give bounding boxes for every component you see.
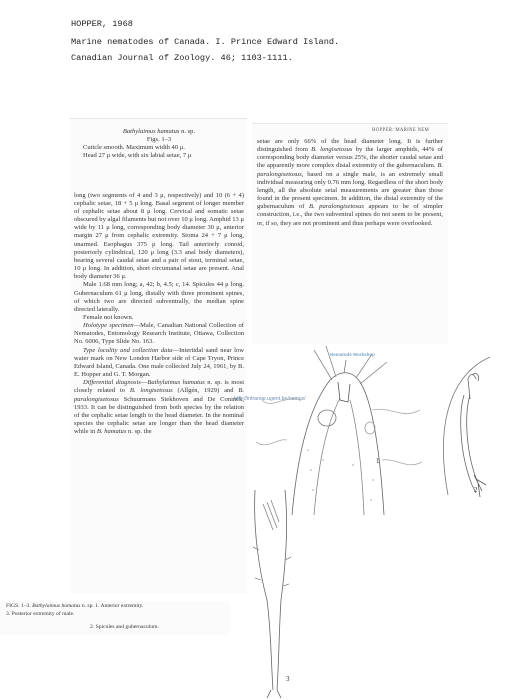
diagnosis-species-2: B. longisetosus (129, 387, 173, 395)
holotype-label: Holotype specimen (83, 322, 134, 330)
caption-line-2: 3. Posterior extremity of male. (6, 611, 75, 617)
citation-journal: Canadian Journal of Zoology. 46; 1103-1111. (71, 53, 293, 63)
right-species-2: B. paralongisetosus (257, 162, 443, 178)
type-locality-label: Type locality and collection data (83, 346, 173, 354)
holotype-text: —Male, Canadian National Collection of Nematodes, Entomology Research Institute, Ottawa, Collection No. 6006, Type Slide No. 163. (74, 322, 244, 346)
caption-fig1: n. sp. 1. Anterior extremity. (80, 603, 144, 609)
diagnosis-label: Differential diagnosis (83, 379, 141, 387)
citation-title: Marine nematodes of Canada. I. Prince Edward Island. (71, 37, 340, 47)
caption-species: Bathylaimus hamatus (32, 603, 81, 609)
paragraph-head: Head 27 μ wide, with six labial setae, 7 μ (83, 152, 192, 160)
species-heading (74, 128, 244, 136)
paragraph-male: Male 1.68 mm long; a, 42; b, 4.5; c, 14. Spicules 44 μ long. Gubernaculum 61 μ long, distally with three prominent spines, of which two are directed subventrally, the median spine directed laterally. (74, 281, 244, 313)
diagnosis-species-3: B. paralongisetosus (74, 387, 244, 403)
right-column (257, 138, 443, 228)
caption-line-3: 2. Spicules and gubernaculum. (90, 624, 159, 630)
right-species-3: B. paralongisetosus (309, 203, 364, 211)
figure-3-label: 3 (286, 675, 290, 683)
paragraph-holotype (74, 322, 244, 346)
watermark-url[interactable]: http://intramar.ugent.be/nemys/ (234, 396, 306, 402)
diagnosis-text-4: n. sp. the (126, 428, 152, 436)
right-text-a: setae are only 66% of the head diameter long. It is further distinguished from (257, 138, 443, 154)
figure-3-posterior-extremity (245, 490, 305, 700)
paragraph-differential-diagnosis (74, 379, 244, 436)
right-text-d: appears to be of simpler construction, i.e., the two subventral spines do not seem to be present, or, if so, they are not prominent and thus perhaps were overlooked. (257, 203, 443, 227)
figs-reference: Figs. 1–3 (146, 136, 172, 144)
diagnosis-species-4: B. hamatus (96, 428, 127, 436)
right-text-b: by the larger amphids, 44% of corresponding body diameter versus 25%, the shorter caudal setae and the apparently more complex distal extremity of the gubernaculum. (257, 146, 443, 170)
paragraph-cuticle: Cuticle smooth. Maximum width 40 μ. (83, 144, 185, 152)
caption-prefix: FIGS. 1–3. (6, 603, 33, 609)
species-name: Bathylaimus hamatus (122, 128, 180, 135)
figure-2-spicules-gubernaculum (430, 355, 507, 505)
paragraph-description: long (two segments of 4 and 3 μ, respectively) and 10 (6 + 4) cephalic setae, 18 + 5 μ long. Basal segment of longer member of cephalic setae about 8 μ long. Cervical and somatic setae obscured by algal filaments but not over 10 μ long. Amphid 13 μ wide by 11 μ long, corresponding body diameter 30 μ, anterior margin 27 μ from cephalic extremity. Stoma 24 + 7 μ long, unarmed. Esophagus 375 μ long. Tail anteriorly conoid, posteriorly cylindrical, 120 μ long (3.3 anal body diameters), bearing several caudal setae and a pair of stout, terminal setae, 10 μ long. In addition, short circumanal setae are present. Anal body diameter 36 μ. (74, 191, 244, 281)
watermark-logo-text: Nematode Workshop (330, 352, 375, 357)
right-text-c: , based on a single male, is an extremely small individual measuring only 0.76 mm long. Regardless of the short body length, all the absolute setal measurements are greater than those found in the present specimen. In addition, the distal extremity of the gubernaculum of (257, 170, 443, 211)
paragraph-type-locality (74, 347, 244, 380)
left-column (74, 126, 244, 436)
paragraph-female: Female not known. (83, 313, 134, 321)
figure-1-label: 1 (376, 457, 380, 465)
diagnosis-text-1: n. sp. is most closely related to (74, 379, 245, 395)
type-locality-text: —Intertidal sand near low water mark on New London Harbor side of Cape Tryon, Prince Edward Island, Canada. One male collected July 24, 1961, by B. E. Hopper and G. T. Morgan. (74, 346, 244, 379)
right-species-1: B. longisetosus (311, 146, 353, 154)
diagnosis-text-2: (Allgén, 1929) and (172, 387, 239, 395)
running-header: HOPPER: MARINE NEM (372, 128, 430, 133)
diagnosis-dash: — (140, 379, 148, 387)
diagnosis-species-1: Bathylaimus hamatus (147, 379, 205, 387)
paragraph-continued (257, 138, 443, 228)
citation-author-year: HOPPER, 1968 (71, 19, 133, 29)
species-status: n. sp. (179, 128, 196, 135)
caption-line-1 (6, 603, 143, 610)
diagnosis-text-3: Schuurmans Stekhoven and De Coninck, 1933. It can be distinguished from both species by the relation of the cephalic setae length to the head diameter. In the nominal species the cephalic setae are longer than the head diameter while in (74, 395, 244, 436)
figure-2-label: 2 (474, 486, 478, 494)
